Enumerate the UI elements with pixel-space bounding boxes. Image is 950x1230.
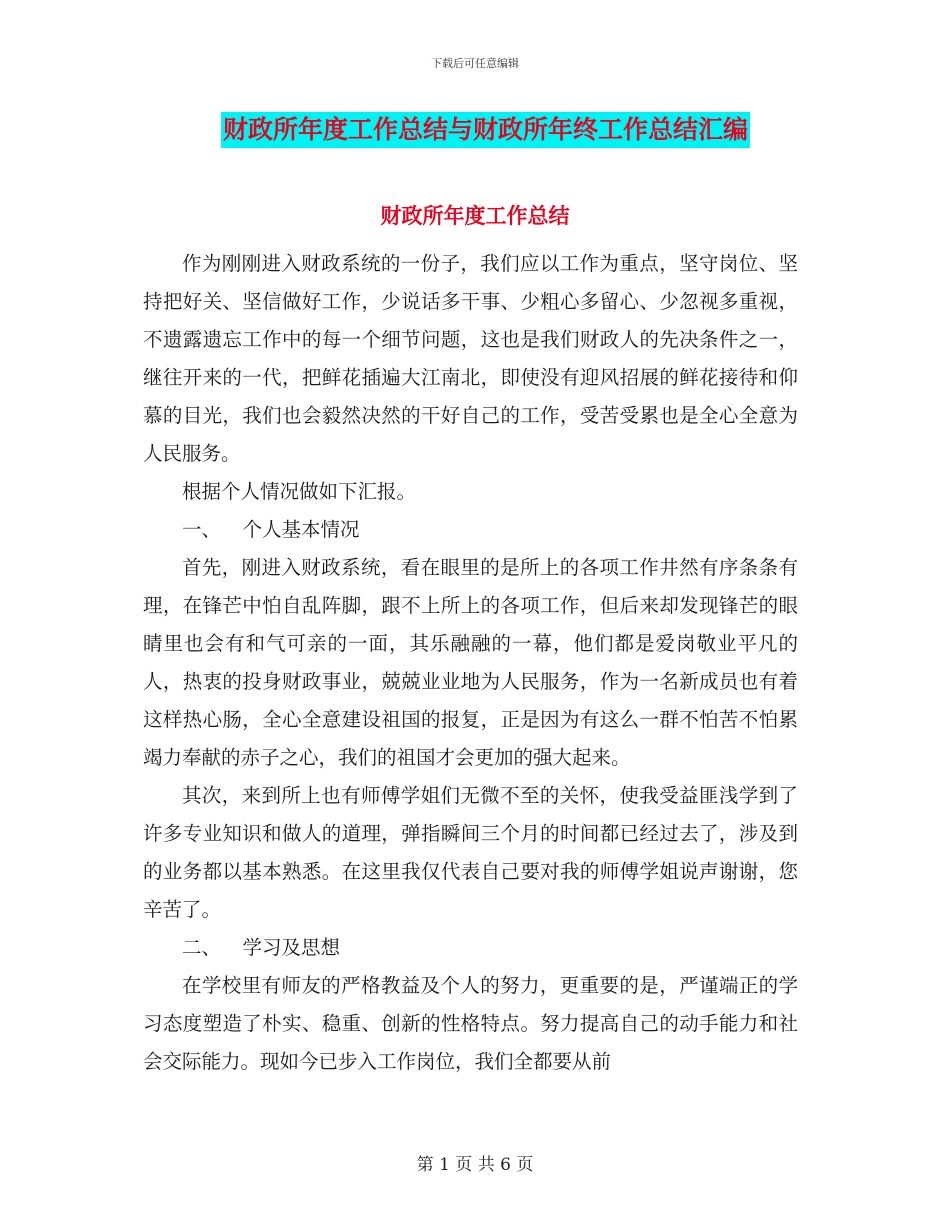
heading-personal-info	[143, 511, 798, 549]
heading-number: 一、	[182, 518, 222, 541]
paragraph-report-note: 根据个人情况做如下汇报。	[182, 480, 417, 503]
paragraph-study: 在学校里有师友的严格教益及个人的努力，更重要的是，严谨端正的学习态度塑造了朴实、稳重、创新的性格特点。努力提高自己的动手能力和社会交际能力。现如今已步入工作岗位，我们全都要从前	[143, 974, 798, 1073]
page-number-footer: 第 1 页 共 6 页	[416, 1155, 534, 1175]
document-body	[143, 245, 798, 1081]
heading-study-thought	[143, 929, 798, 967]
paragraph-intro: 作为刚刚进入财政系统的一份子，我们应以工作为重点，坚守岗位、坚持把好关、坚信做好工作，少说话多干事、少粗心多留心、少忽视多重视，不遗露遗忘工作中的每一个细节问题，这也是我们财政人的先决条件之一，继往开来的一代，把鲜花插遍大江南北，即使没有迎风招展的鲜花接待和仰慕的目光，我们也会毅然决然的干好自己的工作，受苦受累也是全心全意为人民服务。	[143, 252, 798, 465]
heading-text: 个人基本情况	[242, 518, 360, 541]
paragraph-first: 首先，刚进入财政系统，看在眼里的是所上的各项工作井然有序条条有理，在锋芒中怕自乱阵脚，跟不上所上的各项工作，但后来却发现锋芒的眼睛里也会有和气可亲的一面，其乐融融的一幕，他们都是爱岗敬业平凡的人，热衷的投身财政事业，兢兢业业地为人民服务，作为一名新成员也有着这样热心肠，全心全意建设祖国的报复，正是因为有这么一群不怕苦不怕累竭力奉献的赤子之心，我们的祖国才会更加的强大起来。	[143, 556, 798, 769]
section-title: 财政所年度工作总结	[380, 203, 570, 228]
page-header-note: 下载后可任意编辑	[431, 57, 519, 70]
document-title: 财政所年度工作总结与财政所年终工作总结汇编	[221, 112, 750, 148]
heading-number: 二、	[182, 936, 222, 959]
heading-text: 学习及思想	[242, 936, 340, 959]
paragraph-second: 其次，来到所上也有师傅学姐们无微不至的关怀，使我受益匪浅学到了许多专业知识和做人的道理，弹指瞬间三个月的时间都已经过去了，涉及到的业务都以基本熟悉。在这里我仅代表自己要对我的师傅学姐说声谢谢，您辛苦了。	[143, 784, 798, 921]
